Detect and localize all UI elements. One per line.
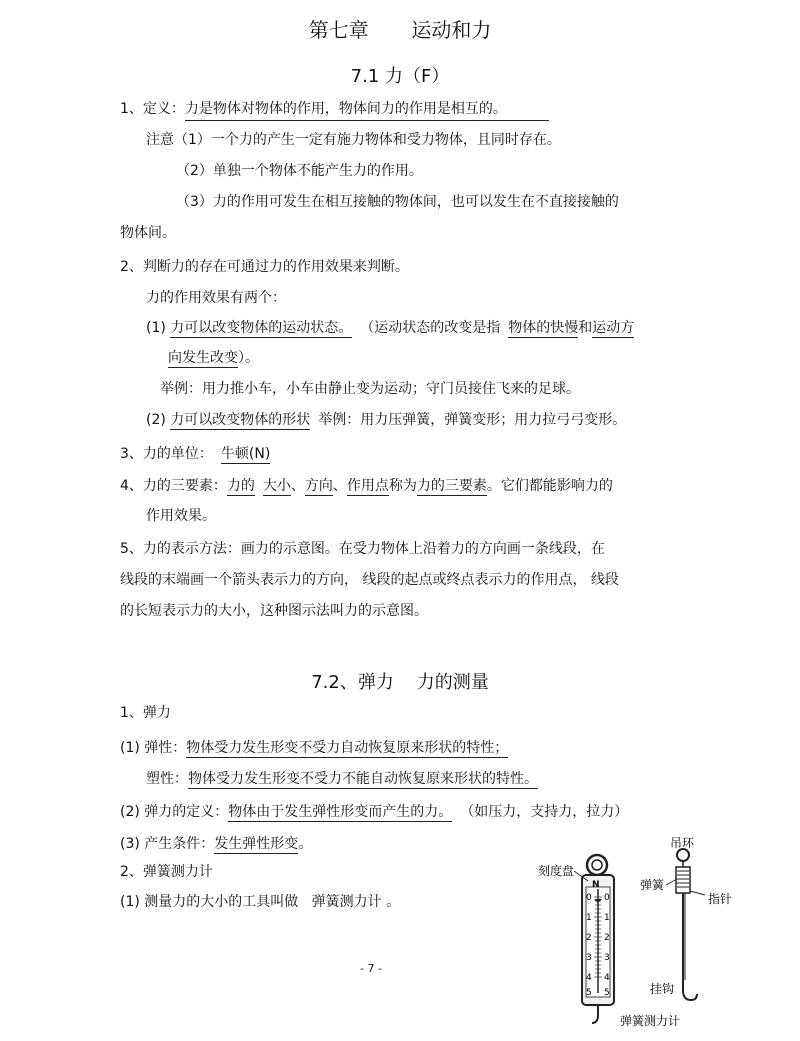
effect-2-underlined: 力可以改变物体的形状	[170, 412, 311, 428]
definition-underlined: 力是物体对物体的作用，物体间力的作用是相互的。	[185, 99, 549, 121]
note-3-line-1: （3）力的作用可发生在相互接触的物体间，也可以发生在不直接接触的	[176, 194, 619, 210]
elasticity-line	[120, 738, 508, 758]
elastic-force-examples: （如压力，支持力，拉力）	[460, 804, 629, 820]
elasticity-definition: 物体受力发生形变不受力自动恢复原来形状的特性；	[186, 740, 509, 756]
note-3-line-2: 物体间。	[120, 225, 176, 241]
three-elements-label: 4、力的三要素：	[120, 478, 227, 494]
point-4-line-2: 作用效果。	[146, 508, 216, 524]
elastic-force-underlined: 物体由于发生弹性形变而产生的力。	[228, 804, 453, 820]
point-3	[120, 444, 270, 464]
spring-scale-tool: (1) 测量力的大小的工具叫做 弹簧测力计 。	[120, 894, 401, 910]
tick-label: 1	[586, 913, 592, 923]
three-elements-magnitude: 大小	[262, 478, 291, 494]
label-ring: 吊环	[670, 836, 695, 850]
spring-scale-figure	[520, 835, 750, 1035]
tick-label: 4	[586, 973, 592, 983]
tick-label: 2	[604, 933, 610, 943]
effect-2-prefix: (2)	[146, 412, 171, 428]
three-elements-force: 力的	[226, 478, 255, 494]
effect-1-prefix: (1)	[146, 320, 171, 336]
separator: 、	[290, 478, 305, 494]
effect-1-speed: 物体的快慢	[508, 320, 579, 336]
label-pointer: 指针	[708, 892, 733, 906]
three-elements-direction: 方向	[304, 478, 333, 494]
spring-scale-heading: 2、弹簧测力计	[120, 864, 213, 880]
unit-n-label: N	[592, 880, 600, 890]
example-1: 举例：用力推小车，小车由静止变为运动；守门员接住飞来的足球。	[160, 381, 580, 397]
effect-1-line-1	[146, 318, 634, 338]
condition-line	[120, 834, 312, 854]
unit-value: 牛顿(N)	[220, 446, 271, 462]
three-elements-called: 称为	[388, 478, 417, 494]
effect-1-end: ）。	[238, 350, 259, 366]
label-dial: 刻度盘	[538, 864, 575, 878]
chapter-title	[0, 14, 800, 43]
side-view	[676, 849, 705, 1000]
tick-label: 3	[604, 953, 610, 963]
note-1: 注意（1）一个力的产生一定有施力物体和受力物体，且同时存在。	[146, 132, 561, 148]
page-number: - 7 -	[360, 962, 382, 975]
point-5-line-1: 5、力的表示方法：画力的示意图。在受力物体上沿着力的方向画一条线段，在	[120, 541, 605, 557]
effect-1-direction-cont: 向发生改变	[168, 350, 238, 366]
section-7-2-title: 7.2、弹力 力的测量	[311, 672, 489, 693]
unit-label: 3、力的单位：	[120, 446, 213, 462]
elastic-force-label: (2) 弹力的定义：	[120, 804, 229, 820]
three-elements-rest: 。它们都能影响力的	[486, 478, 613, 494]
tick-label: 3	[586, 953, 592, 963]
note-2: （2）单独一个物体不能产生力的作用。	[176, 163, 423, 179]
separator: 、	[332, 478, 347, 494]
tick-label: 0	[586, 893, 592, 903]
plasticity-line	[146, 769, 538, 789]
effects-intro: 力的作用效果有两个：	[146, 290, 286, 306]
point-5-line-3: 的长短表示力的大小，这种图示法叫力的示意图。	[120, 603, 428, 619]
plasticity-label: 塑性：	[146, 771, 188, 787]
tick-label: 4	[604, 973, 610, 983]
point-2: 2、判断力的存在可通过力的作用效果来判断。	[120, 259, 409, 275]
tick-label: 5	[586, 988, 592, 998]
section-7-1-title: 7.1 力（F）	[350, 66, 450, 87]
condition-label: (3) 产生条件：	[120, 836, 215, 852]
condition-underlined: 发生弹性形变	[214, 836, 299, 852]
plasticity-definition: 物体受力发生形变不受力不能自动恢复原来形状的特性。	[188, 771, 538, 787]
condition-end: 。	[298, 836, 313, 852]
figure-caption: 弹簧测力计	[620, 1014, 681, 1028]
tick-label: 5	[604, 988, 610, 998]
effect-1-direction: 运动方	[592, 320, 635, 336]
elastic-heading: 1、弹力	[120, 705, 171, 721]
definition-label: 1、定义：	[120, 101, 185, 117]
elastic-force-definition	[120, 802, 628, 822]
label-spring: 弹簧	[640, 878, 665, 892]
tick-label: 2	[586, 933, 592, 943]
elasticity-label: (1) 弹性：	[120, 740, 187, 756]
point-4-line-1	[120, 476, 613, 496]
effect-1-and: 和	[578, 320, 593, 336]
three-elements-term: 力的三要素	[416, 478, 487, 494]
effect-2	[146, 410, 626, 430]
tick-label: 0	[604, 893, 610, 903]
effect-1-mid: （运动状态的改变是指	[360, 320, 501, 336]
three-elements-point: 作用点	[346, 478, 389, 494]
label-hook: 挂钩	[650, 982, 675, 996]
point-5-line-2: 线段的末端画一个箭头表示力的方向， 线段的起点或终点表示力的作用点， 线段	[120, 572, 619, 588]
chapter-number: 第七章	[308, 18, 369, 42]
chapter-name: 运动和力	[411, 18, 492, 42]
effect-2-example: 举例：用力压弹簧，弹簧变形；用力拉弓弓变形。	[318, 412, 627, 428]
definition-line	[120, 99, 549, 121]
tick-label: 1	[604, 913, 610, 923]
effect-1-underlined: 力可以改变物体的运动状态。	[170, 320, 353, 336]
effect-1-line-2	[168, 348, 259, 368]
